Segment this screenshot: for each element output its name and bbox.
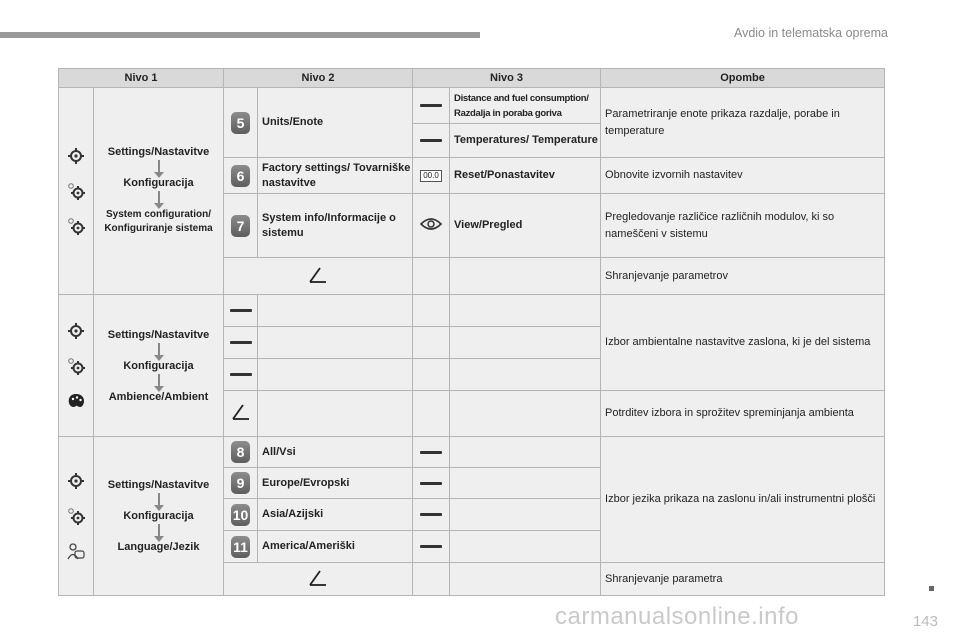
col-header-nivo2: Nivo 2 <box>224 69 413 88</box>
step-badge-10: 10 <box>224 499 258 531</box>
note-language: Izbor jezika prikaza na zaslonu in/ali instrumentni plošči <box>601 437 885 563</box>
level2-europe: Europe/Evropski <box>258 468 413 499</box>
arrow-down-icon <box>158 374 160 388</box>
settings-gear-icon <box>66 321 86 341</box>
level2-america: America/Ameriški <box>258 531 413 563</box>
option-line-icon <box>224 327 258 359</box>
step-badge-11: 11 <box>224 531 258 563</box>
level3-reset: Reset/Ponastavitev <box>450 158 601 194</box>
level1-path <box>94 437 224 596</box>
step-badge-5: 5 <box>224 88 258 158</box>
level3-view: View/Pregled <box>450 194 601 258</box>
eye-icon <box>413 194 450 258</box>
step-badge-6: 6 <box>224 158 258 194</box>
table-row <box>59 88 885 124</box>
header-bar <box>0 32 480 38</box>
settings-table <box>58 68 885 596</box>
option-line-icon <box>413 124 450 158</box>
palette-icon <box>66 391 86 411</box>
col-header-nivo1: Nivo 1 <box>59 69 224 88</box>
reset-counter-icon: 00.0 <box>413 158 450 194</box>
table-header-row <box>59 69 885 88</box>
arrow-down-icon <box>158 191 160 205</box>
configuration-gears-icon <box>66 506 86 526</box>
arrow-down-icon <box>158 343 160 357</box>
option-line-icon <box>420 451 442 454</box>
option-line-icon <box>420 482 442 485</box>
level1-path <box>94 295 224 437</box>
confirm-back-arrow-icon <box>224 563 413 596</box>
level2-units: Units/Enote <box>258 88 413 158</box>
col-header-opombe: Opombe <box>601 69 885 88</box>
level1-konfiguracija: Konfiguracija <box>123 177 194 189</box>
level2-asia: Asia/Azijski <box>258 499 413 531</box>
note-factory: Obnovite izvornih nastavitev <box>601 158 885 194</box>
page-number: 143 <box>912 613 938 630</box>
step-badge-8: 8 <box>224 437 258 468</box>
level1-icons <box>59 295 94 437</box>
step-badge-9: 9 <box>224 468 258 499</box>
table-row <box>59 295 885 327</box>
level2-system-info: System info/Informacije o sistemu <box>258 194 413 258</box>
level1-icons <box>59 88 94 295</box>
option-line-icon <box>420 513 442 516</box>
note-units: Parametriranje enote prikaza razdalje, porabe in temperature <box>601 88 885 158</box>
level2-all: All/Vsi <box>258 437 413 468</box>
note-save: Shranjevanje parametrov <box>601 258 885 295</box>
settings-gear-icon <box>66 146 86 166</box>
col-header-nivo3: Nivo 3 <box>413 69 601 88</box>
confirm-back-arrow-icon <box>224 258 413 295</box>
option-line-icon <box>224 295 258 327</box>
arrow-down-icon <box>158 493 160 507</box>
level2-factory-settings: Factory settings/ Tovarniške nastavitve <box>258 158 413 194</box>
section-title: Avdio in telematska oprema <box>733 26 888 40</box>
option-line-icon <box>224 359 258 391</box>
level1-settings: Settings/Nastavitve <box>107 146 210 158</box>
arrow-down-icon <box>158 160 160 174</box>
level3-distance-fuel: Distance and fuel consumption/ Razdalja in poraba goriva <box>454 92 589 119</box>
confirm-back-arrow-icon <box>224 391 258 437</box>
level1-language: Language/Jezik <box>117 541 200 553</box>
level1-konfiguracija: Konfiguracija <box>123 359 194 372</box>
note-system-info: Pregledovanje različice različnih modulov, ki so nameščeni v sistemu <box>601 194 885 258</box>
page-marker <box>929 586 934 591</box>
option-line-icon <box>420 545 442 548</box>
language-icon <box>66 541 86 561</box>
level1-path <box>94 88 224 295</box>
settings-gear-icon <box>66 471 86 491</box>
level1-icons <box>59 437 94 596</box>
table-row <box>59 437 885 468</box>
level3-temperatures: Temperatures/ Temperature <box>450 124 601 158</box>
watermark: carmanualsonline.info <box>555 603 799 630</box>
level1-konfiguracija: Konfiguracija <box>123 510 194 522</box>
option-line-icon <box>413 88 450 124</box>
note-ambience: Izbor ambientalne nastavitve zaslona, ki je del sistema <box>601 295 885 391</box>
level1-settings: Settings/Nastavitve <box>107 328 210 341</box>
arrow-down-icon <box>158 524 160 538</box>
level1-system-configuration: System configuration/ Konfiguriranje sistema <box>104 209 213 234</box>
system-configuration-icon <box>66 216 86 236</box>
configuration-gears-icon <box>66 356 86 376</box>
note-language-save: Shranjevanje parametra <box>601 563 885 596</box>
note-ambience-confirm: Potrditev izbora in sprožitev spreminjanja ambienta <box>601 391 885 437</box>
step-badge-7: 7 <box>224 194 258 258</box>
configuration-gears-icon <box>66 181 86 201</box>
level1-ambience: Ambience/Ambient <box>108 390 209 403</box>
level1-settings: Settings/Nastavitve <box>107 479 210 491</box>
